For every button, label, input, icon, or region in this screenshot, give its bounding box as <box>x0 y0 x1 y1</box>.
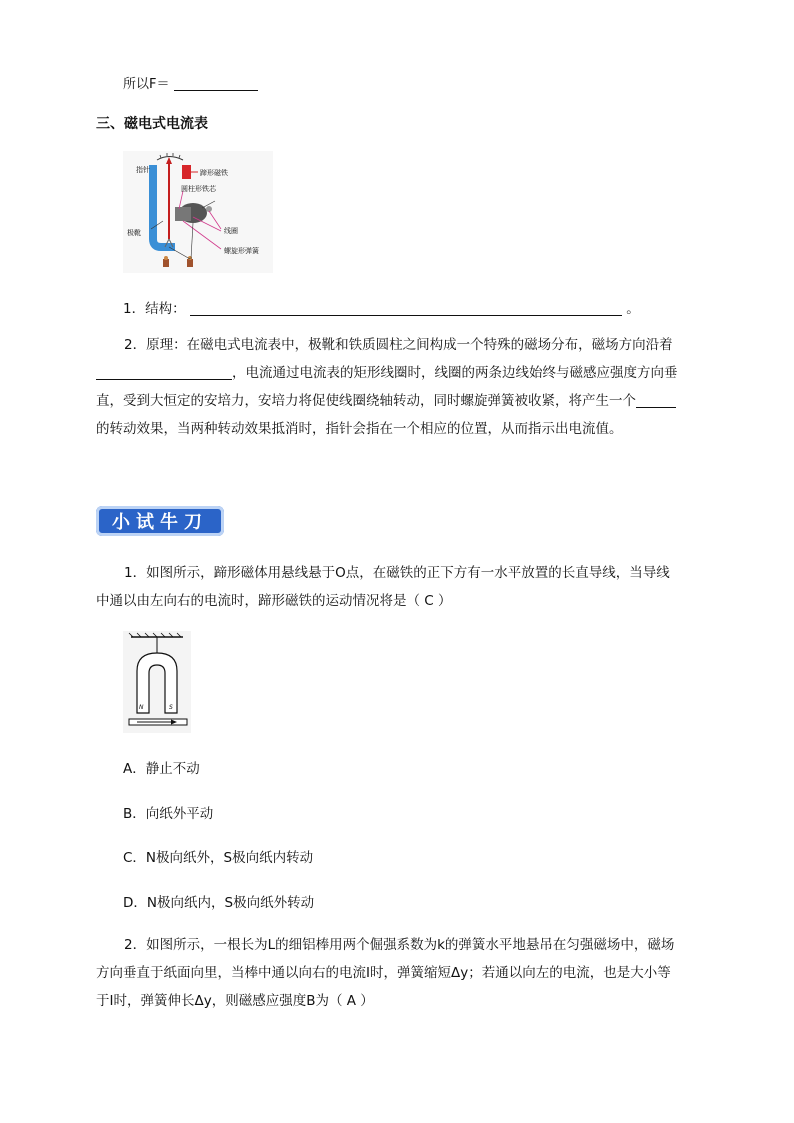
structure-blank <box>190 301 622 316</box>
q1-line-2: 中通以由左向右的电流时，蹄形磁铁的运动情况将是（ C ） <box>96 593 452 609</box>
label-spring: 螺旋形弹簧 <box>224 247 259 255</box>
structure-end: 。 <box>626 301 640 317</box>
force-label: 所以F＝ <box>123 77 170 92</box>
label-pointer: 指针 <box>136 166 150 174</box>
principle-blank-2 <box>636 393 676 408</box>
pole-n: N <box>139 704 144 711</box>
magnet-block <box>182 165 191 179</box>
label-pole: 极靴 <box>127 229 141 237</box>
label-coil: 线圈 <box>224 227 238 235</box>
principle-line-3: 直，受到大恒定的安培力，安培力将促使线圈绕轴转动，同时螺旋弹簧被收紧，将产生一个 <box>96 393 636 409</box>
section-heading: 三、磁电式电流表 <box>96 116 208 132</box>
q2-line-2: 方向垂直于纸面向里，当棒中通以向右的电流I时，弹簧缩短Δy；若通以向左的电流，也是大小等 <box>96 965 671 981</box>
label-core: 圆柱形铁芯 <box>181 185 216 193</box>
q1-line-1: 1．如图所示，蹄形磁体用悬线悬于O点，在磁铁的正下方有一水平放置的长直导线，当导线 <box>124 565 670 581</box>
option-a: A．静止不动 <box>123 761 200 777</box>
option-c: C．N极向纸外，S极向纸内转动 <box>123 850 314 866</box>
practice-badge: 小试牛刀 <box>96 506 224 536</box>
horseshoe-magnet-figure <box>123 631 191 733</box>
question-1 <box>96 559 700 615</box>
pole-s: S <box>169 704 173 711</box>
galvanometer-diagram <box>123 151 273 273</box>
label-magnet: 蹄形磁铁 <box>200 169 228 177</box>
principle-line-4: 的转动效果，当两种转动效果抵消时，指针会指在一个相应的位置，从而指示出电流值。 <box>96 421 623 437</box>
force-answer-line <box>123 73 258 92</box>
option-b: B．向纸外平动 <box>123 806 214 822</box>
q2-line-3: 于I时，弹簧伸长Δy，则磁感应强度B为（ A ） <box>96 993 374 1009</box>
force-blank <box>174 76 258 91</box>
structure-label: 1．结构： <box>123 301 186 317</box>
principle-line-2: ，电流通过电流表的矩形线圈时，线圈的两条边线始终与磁感应强度方向垂 <box>232 365 678 381</box>
principle-blank-1 <box>96 365 232 380</box>
q2-line-1: 2．如图所示，一根长为L的细铝棒用两个倔强系数为k的弹簧水平地悬吊在匀强磁场中，磁场 <box>124 937 675 953</box>
option-d: D．N极向纸内，S极向纸外转动 <box>123 895 315 911</box>
structure-line <box>123 297 640 317</box>
principle-line-1: 2．原理：在磁电式电流表中，极靴和铁质圆柱之间构成一个特殊的磁场分布，磁场方向沿着 <box>124 337 673 353</box>
question-2 <box>96 931 700 1015</box>
principle-paragraph <box>96 331 700 443</box>
